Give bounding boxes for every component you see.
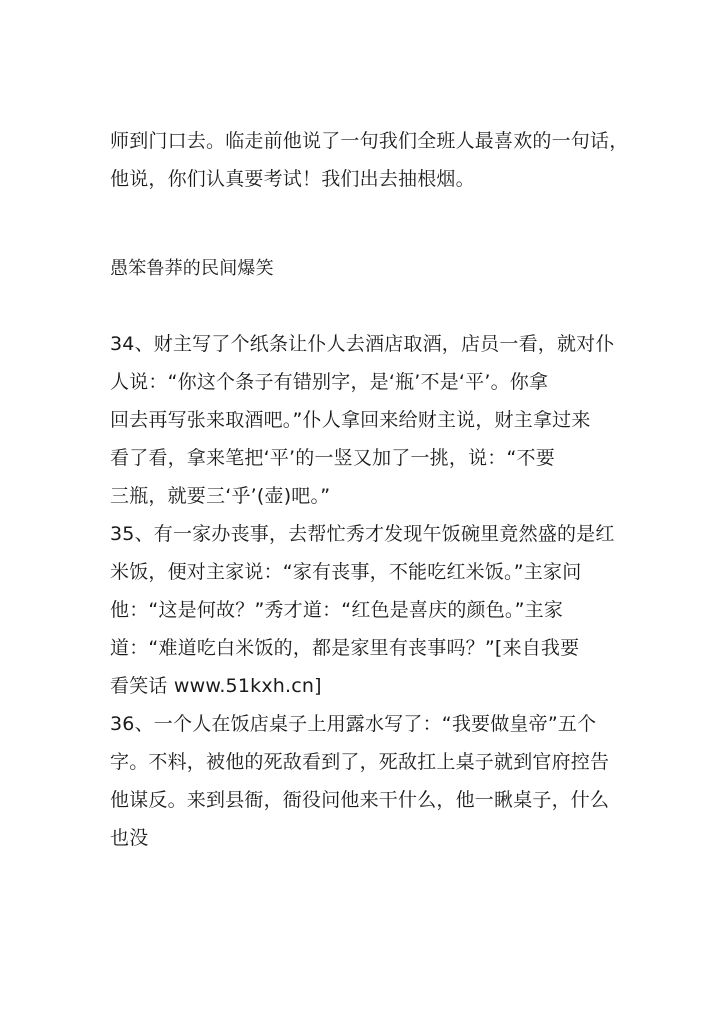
intro-line: 师到门口去。临走前他说了一句我们全班人最喜欢的一句话，	[110, 130, 629, 152]
joke-line: 回去再写张来取酒吧。”仆人拿回来给财主说，财主拿过来	[110, 409, 591, 431]
joke-line: 看了看，拿来笔把‘平’的一竖又加了一挑，说：“不要	[110, 447, 555, 469]
section-title-block	[110, 250, 618, 288]
joke-line: 人说：“你这个条子有错别字，是‘瓶’不是‘平’。你拿	[110, 371, 549, 393]
joke-line: 35、有一家办丧事，去帮忙秀才发现午饭碗里竟然盛的是红	[110, 523, 615, 545]
joke-line: 字。不料，被他的死敌看到了，死敌扛上桌子就到官府控告	[110, 751, 610, 773]
joke-line: 道：“难道吃白米饭的，都是家里有丧事吗？”[来自我要	[110, 637, 580, 659]
joke-line: 他谋反。来到县衙，衙役问他来干什么，他一瞅桌子，什么	[110, 789, 610, 811]
joke-line: 36、一个人在饭店桌子上用露水写了：“我要做皇帝”五个	[110, 713, 597, 735]
joke-line: 他：“这是何故？”秀才道：“红色是喜庆的颜色。”主家	[110, 599, 564, 621]
intro-line: 他说，你们认真要考试！我们出去抽根烟。	[110, 168, 475, 190]
joke-line: 也没	[110, 827, 149, 849]
section-title: 愚笨鲁莽的民间爆笑	[110, 258, 274, 279]
intro-paragraph	[110, 122, 629, 198]
joke-line: 看笑话 www.51kxh.cn]	[110, 675, 322, 697]
jokes-paragraph	[110, 325, 618, 857]
joke-line: 三瓶，就要三‘乎’(壶)吧。”	[110, 485, 331, 507]
joke-line: 米饭，便对主家说：“家有丧事，不能吃红米饭。”主家问	[110, 561, 582, 583]
joke-line: 34、财主写了个纸条让仆人去酒店取酒，店员一看，就对仆	[110, 333, 615, 355]
